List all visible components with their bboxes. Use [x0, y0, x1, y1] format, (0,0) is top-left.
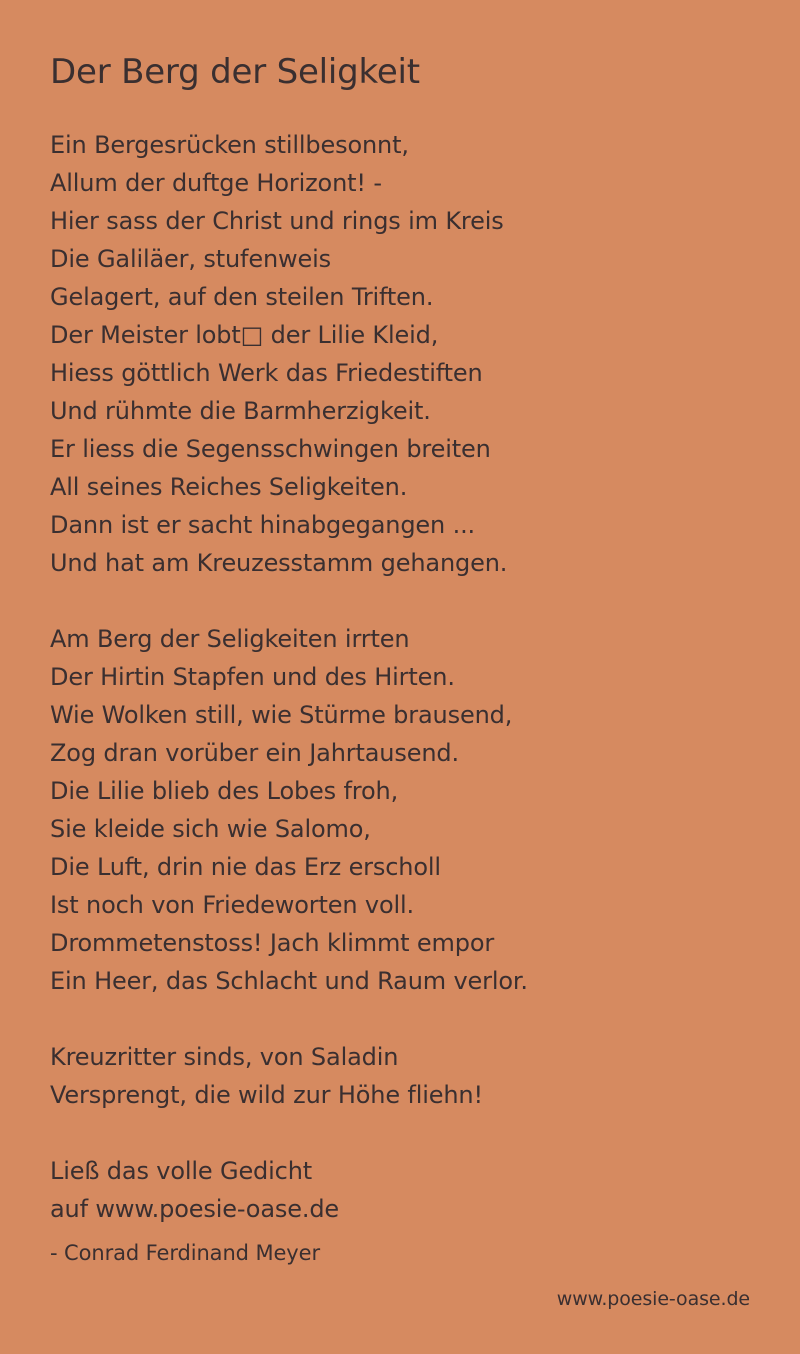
stanza-1: [50, 126, 770, 582]
poem-author: - Conrad Ferdinand Meyer: [50, 1241, 320, 1265]
poem-line: Hiess göttlich Werk das Friedestiften: [50, 359, 483, 387]
poem-line: Ist noch von Friedeworten voll.: [50, 891, 415, 919]
poem-line: Und rühmte die Barmherzigkeit.: [50, 397, 431, 425]
poem-line: Gelagert, auf den steilen Triften.: [50, 283, 434, 311]
poem-line: Er liess die Segensschwingen breiten: [50, 435, 491, 463]
poem-line: All seines Reiches Seligkeiten.: [50, 473, 408, 501]
stanza-3: [50, 1038, 770, 1114]
poem-line: Der Meister lobt□ der Lilie Kleid,: [50, 321, 439, 349]
poem-line: Hier sass der Christ und rings im Kreis: [50, 207, 504, 235]
poem-line: Zog dran vorüber ein Jahrtausend.: [50, 739, 459, 767]
poem-body: [50, 126, 770, 1266]
poem-line: Und hat am Kreuzesstamm gehangen.: [50, 549, 508, 577]
poem-line: Dann ist er sacht hinabgegangen ...: [50, 511, 476, 539]
poem-title: Der Berg der Seligkeit: [50, 52, 420, 92]
poem-line: Ein Bergesrücken stillbesonnt,: [50, 131, 409, 159]
poem-line: Ein Heer, das Schlacht und Raum verlor.: [50, 967, 528, 995]
poem-line: Am Berg der Seligkeiten irrten: [50, 625, 410, 653]
read-more-line: Ließ das volle Gedicht: [50, 1157, 313, 1185]
poem-line: Allum der duftge Horizont! -: [50, 169, 382, 197]
poem-line: Die Galiläer, stufenweis: [50, 245, 331, 273]
poem-line: Die Lilie blieb des Lobes froh,: [50, 777, 399, 805]
poem-line: Versprengt, die wild zur Höhe fliehn!: [50, 1081, 483, 1109]
site-watermark[interactable]: www.poesie-oase.de: [556, 1288, 750, 1310]
poem-line: Drommetenstoss! Jach klimmt empor: [50, 929, 495, 957]
stanza-2: [50, 620, 770, 1000]
read-more-link-line[interactable]: auf www.poesie-oase.de: [50, 1195, 340, 1223]
read-more-note: [50, 1152, 770, 1228]
poem-line: Wie Wolken still, wie Stürme brausend,: [50, 701, 513, 729]
poem-line: Kreuzritter sinds, von Saladin: [50, 1043, 399, 1071]
poem-line: Die Luft, drin nie das Erz erscholl: [50, 853, 441, 881]
poem-line: Sie kleide sich wie Salomo,: [50, 815, 371, 843]
poem-line: Der Hirtin Stapfen und des Hirten.: [50, 663, 455, 691]
